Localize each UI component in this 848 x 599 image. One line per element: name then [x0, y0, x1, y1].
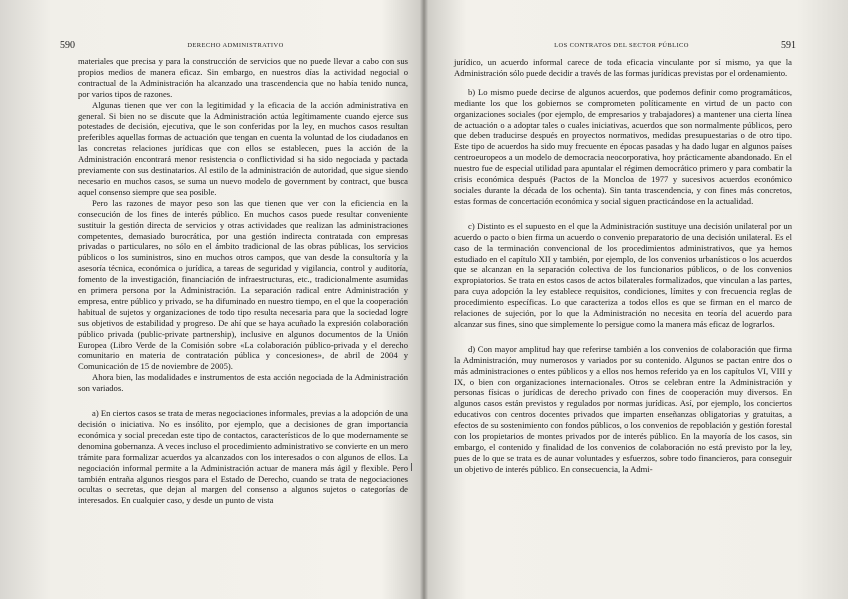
paragraph: Algunas tienen que ver con la legitimidad y la eficacia de la acción administrativa en general. Si bien no se discute que la Administración actúa legítimamente cuando ejerce sus potestades de decisión, ejecutiva, que le son conferidas por la ley, en muchos casos resultan preferibles aquellas formas de actuación que tengan en cuenta la voluntad de los ciudadanos en las concretas relaciones jurídicas que con ellos se establecen, pues la acción de la Administración encontrará menor resistencia o conflictividad si ha sido negociada y pactada previamente con sus destinatarios. Al estilo de la administración de autoridad, que sigue siendo necesario en muchos casos, se suma un nuevo modelo de government by contract, que busca aquel consenso siempre que sea posible. — [78, 99, 408, 197]
right-page-body — [454, 57, 792, 475]
paragraph: d) Con mayor amplitud hay que referirse también a los convenios de colaboración que firma la Administración, muy numerosos y variados por su contenido. Algunos se pactan entre dos o más administraciones o entes públicos y a ellos nos hemos referido ya en los capítulos VI, VIII y IX, o bien con organizaciones internacionales. Otros se celebran entre la Administración y personas físicas o jurídicas de derecho privado con fines de cooperación muy diversos. En algunos casos están previstos y regulados por normas jurídicas. Así, por ejemplo, los conciertos educativos con centros docentes privados que imparten enseñanzas obligatorias y gratuitas, a efectos de su sostenimiento con fondos públicos, o los convenios de repoblación y gestión forestal con los propietarios de montes privados por de interés público. En la mayoría de los casos, sin embargo, el contenido y finalidad de los convenios de colaboración no está previsto por la ley, pues de lo que se trata es de aunar voluntades y esfuerzos, sobre todo financieros, para conseguir un objetivo de interés público. En consecuencia, la Admi- — [454, 343, 792, 474]
paragraph: materiales que precisa y para la construcción de servicios que no puede llevar a cabo con sus propios medios de manera eficaz. Sin embargo, en nuestros días la actividad negocial o contractual de la Administración ha alcanzado una trascendencia que no había tenido nunca, por varios tipos de razones. — [78, 56, 408, 99]
running-head: DERECHO ADMINISTRATIVO — [187, 42, 284, 49]
right-page-header — [462, 40, 796, 51]
paragraph: Ahora bien, las modalidades e instrumentos de esta acción negociada de la Administración son variados. — [78, 372, 408, 394]
page-number: 591 — [780, 40, 796, 51]
left-page-header — [60, 40, 396, 51]
paragraph: b) Lo mismo puede decirse de algunos acuerdos, que podemos definir como programáticos, mediante los que los gobiernos se comprometen políticamente en virtud de un pacto con organizaciones sociales (por ejemplo, de empresarios y trabajadores) a mantener una cierta línea de actuación o a adoptar tales o cuales iniciativas, acuerdos que son normalmente públicos, pero que deben traducirse después en proyectos normativos, medidas presupuestarias o de otro tipo. Este tipo de acuerdos ha sido muy frecuente en épocas pasadas y ha dado lugar en algunos países centroeuropeos a un modelo de democracia neocorporativa, hoy prácticamente abandonado. En el nuestro fue de especial utilidad para apuntalar el régimen democrático primero y para combatir la crisis económica después (Pactos de la Moncloa de 1977 y sucesivos acuerdos económico sociales durante la década de los ochenta). Sin tanta trascendencia, y con fines más concretos, estas formas de concertación económica y social siguen practicándose en la actualidad. — [454, 86, 792, 206]
running-head: LOS CONTRATOS DEL SECTOR PÚBLICO — [554, 42, 689, 49]
right-page — [424, 0, 848, 599]
left-page-body — [78, 56, 408, 506]
paragraph: jurídico, un acuerdo informal carece de toda eficacia vinculante por sí mismo, ya que la Administración sólo puede decidir a través de las formas jurídicas previstas por el ordenamiento. — [454, 57, 792, 78]
page-number: 590 — [60, 40, 75, 51]
paragraph: a) En ciertos casos se trata de meras negociaciones informales, previas a la adopción de una decisión o iniciativa. No es insólito, por ejemplo, que a decisiones de gran importancia económica y social precedan este tipo de contactos, característicos de lo que modernamente se denomina gobernanza. A veces incluso el procedimiento administrativo se convierte en un mero trámite para formalizar acuerdos ya alcanzados con los interesados o con algunos de ellos. La negociación informal permite a la Administración actuar de manera más ágil y flexible. Pero también entraña algunos riesgos para el Estado de Derecho, cuando se trata de negociaciones ocultas o secretas, que dejan al margen del consenso a algunos sujetos o categorías de interesados. En cualquier caso, y desde un punto de vista — [78, 408, 408, 506]
margin-mark — [411, 463, 420, 471]
paragraph: c) Distinto es el supuesto en el que la Administración sustituye una decisión unilateral por un acuerdo o pacto o bien firma un acuerdo o convenio preparatorio de una decisión unilateral. Es el caso de la terminación convencional de los procedimientos administrativos, que ya hemos estudiado en el capítulo XII y también, por ejemplo, de los convenios urbanísticos o los acuerdos que se alcanzan en la separación colectiva de los funcionarios públicos, o de los convenios expropiatorios. Se trata en estos casos de actos bilaterales formalizados, que vinculan a las partes, para cuya adopción la ley establece requisitos, condiciones, límites y con frecuencia reglas de procedimiento específicas. Lo que caracteriza a todos ellos es que se firman en el marco de relaciones de sujeción, por lo que la Administración no necesita en teoría del acuerdo para alcanzar sus fines, sino que simplemente lo persigue como la manera más eficaz de lograrlos. — [454, 220, 792, 329]
paragraph: Pero las razones de mayor peso son las que tienen que ver con la eficiencia en la consecución de los fines de interés público. En muchos casos puede resultar conveniente sustituir la gestión directa de servicios y otras actividades que realizan las administraciones competentes, demasiado burocrática, por una gestión indirecta contratada con empresas privadas o particulares, no sólo en el ámbito tradicional de las obras públicas, los servicios públicos o los suministros, sino en muchos otros campos, que van desde la consultoría y la asesoría técnica, económica o jurídica, a tareas de seguridad y vigilancia, control y auditoría, fomento de la investigación, financiación de infraestructuras, etc., tradicionalmente asumidas en primera persona por la Administración. La separación radical entre Administración y empresa, entre público y privado, se ha difuminado en nuestro tiempo, en el que la cooperación habitual de sujetos y organizaciones de todo tipo resulta necesaria para que la sociedad logre sus objetivos de estabilidad y progreso. De ahí que se haya acuñado la expresión colaboración público privada (public-private partnership), inclusive en algunos documentos de la Unión Europea (Libro Verde de la Comisión sobre «La colaboración público-privada y el derecho comunitario en materia de contratación pública y concesiones», de abril de 2004 y Comunicación de 15 de noviembre de 2005). — [78, 197, 408, 372]
